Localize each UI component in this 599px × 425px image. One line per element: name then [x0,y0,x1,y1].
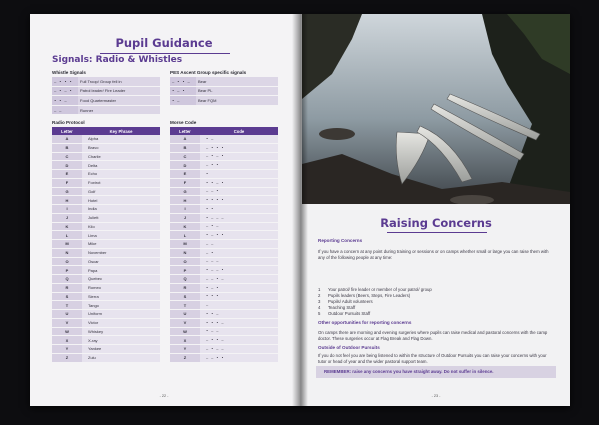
table-row [52,310,160,319]
table-row [52,283,160,292]
table-row [52,248,160,257]
letter-cell: T [52,301,82,310]
table-row [52,336,160,345]
table-row [170,178,278,187]
column-header: Letter [170,127,200,135]
morse-code-cell: — — • — [200,275,278,284]
morse-code-cell: — — • • [200,353,278,362]
key-phrase-cell: Kilo [82,222,160,231]
table-row [170,77,278,86]
signal-code: • — [170,96,196,106]
table-row [170,345,278,354]
letter-cell: C [52,152,82,161]
signal-code: • • — [52,96,78,106]
morse-code-cell: • — — — [200,213,278,222]
table-row [170,240,278,249]
letter-cell: G [170,187,200,196]
morse-code-cell: • — — [200,327,278,336]
signal-meaning: Bear FQM [196,96,278,106]
morse-code-cell: — • [200,248,278,257]
outside-pursuits-heading: Outside of Outdoor Pursuits [318,345,380,350]
key-phrase-cell: Zulu [82,353,160,362]
key-phrase-cell: Juliett [82,213,160,222]
morse-code-cell: • — — • [200,266,278,275]
letter-cell: U [52,310,82,319]
page-number: - 22 - [159,394,169,398]
key-phrase-cell: Oscar [82,257,160,266]
reporting-concerns-heading: Reporting Concerns [318,238,363,243]
morse-code-cell: • • • — [200,318,278,327]
letter-cell: A [170,135,200,143]
key-phrase-cell: Golf [82,187,160,196]
table-row [52,266,160,275]
table-row [52,345,160,354]
signal-meaning: Food Quartermaster [78,96,160,106]
page-number: - 23 - [431,394,441,398]
whistle-signals-table [52,77,160,115]
key-phrase-cell: Uniform [82,310,160,319]
signal-code: • — • [170,86,196,96]
letter-cell: D [52,161,82,170]
table-row [170,196,278,205]
table-row [52,275,160,284]
letter-cell: W [170,327,200,336]
key-phrase-cell: Tango [82,301,160,310]
table-row [52,327,160,336]
table-row [52,353,160,362]
signal-meaning: Patrol leader/ Fire Leader [78,86,160,96]
table-row [170,152,278,161]
letter-cell: X [170,336,200,345]
table-row [52,222,160,231]
table-row [52,77,160,86]
letter-cell: J [52,213,82,222]
morse-code-cell: — [200,301,278,310]
morse-code-cell: — • • — [200,336,278,345]
key-phrase-cell: Bravo [82,143,160,152]
letter-cell: C [170,152,200,161]
morse-code-cell: — • • [200,161,278,170]
letter-cell: U [170,310,200,319]
key-phrase-cell: Quebec [82,275,160,284]
booklet-spread [30,14,570,406]
key-phrase-cell: Victor [82,318,160,327]
morse-code-cell: — — [200,240,278,249]
key-phrase-cell: X-ray [82,336,160,345]
morse-code-cell: • — • • [200,231,278,240]
letter-cell: H [52,196,82,205]
whistle-signals-heading: Whistle Signals [52,70,86,75]
signal-code: — • — • [52,86,78,96]
table-row [170,275,278,284]
list-item: 2 Pupils leaders (Beers, Steps, Fire Leaders) [318,293,411,299]
table-row [170,283,278,292]
letter-cell: E [52,170,82,179]
column-header: Key Phrase [82,127,160,135]
outside-pursuits-text: If you do not feel you are being listened to within the structure of Outdoor Pursuits you can raise your concerns with your tutor or head of year and the wider pastoral support team. [318,353,547,365]
letter-cell: L [170,231,200,240]
table-row [170,135,278,143]
table-row [170,222,278,231]
letter-cell: S [52,292,82,301]
letter-cell: I [52,205,82,214]
table-row [170,170,278,179]
letter-cell: M [52,240,82,249]
page-title: Raising Concerns [380,216,492,230]
ascent-signals-heading: PES Ascent Group specific signals [170,70,247,75]
letter-cell: O [52,257,82,266]
letter-cell: R [52,283,82,292]
table-row [52,96,160,106]
right-page [302,14,570,406]
letter-cell: R [170,283,200,292]
morse-code-cell: • • [200,205,278,214]
letter-cell: Z [52,353,82,362]
letter-cell: J [170,213,200,222]
table-row [52,257,160,266]
letter-cell: D [170,161,200,170]
table-row [170,336,278,345]
table-row [52,86,160,96]
remember-callout: REMEMBER: raise any concerns you have straight away. Do not suffer in silence. [316,366,556,378]
table-row [52,135,160,143]
table-row [170,310,278,319]
morse-code-cell: — • • • [200,143,278,152]
list-item: 5 Outdoor Pursuits Staff [318,311,371,317]
table-row [170,143,278,152]
table-row [170,266,278,275]
key-phrase-cell: November [82,248,160,257]
key-phrase-cell: Charlie [82,152,160,161]
key-phrase-cell: Echo [82,170,160,179]
signal-code: — • • • [52,77,78,86]
column-header: Code [200,127,278,135]
table-row [52,178,160,187]
letter-cell: Z [170,353,200,362]
table-row [170,248,278,257]
table-row [170,318,278,327]
other-opportunities-text: On camps there are morning and evening surgeries where pupils can raise medical and pastoral concerns with the camp doctor. These surgeries occur at Flag Break and Flag Down. [318,330,548,342]
letter-cell: W [52,327,82,336]
key-phrase-cell: Romeo [82,283,160,292]
book-gutter [292,14,308,406]
morse-code-cell: • • • [200,292,278,301]
signal-meaning: Bear [196,77,278,86]
key-phrase-cell: Hotel [82,196,160,205]
letter-cell: K [52,222,82,231]
signal-code: — • • — [170,77,196,86]
table-row [170,213,278,222]
title-divider [100,53,230,54]
table-row [52,161,160,170]
morse-code-cell: • — [200,135,278,143]
letter-cell: F [170,178,200,187]
letter-cell: M [170,240,200,249]
key-phrase-cell: Whiskey [82,327,160,336]
title-divider [387,232,487,233]
table-row [52,292,160,301]
radio-protocol-heading: Radio Protocol [52,120,85,125]
letter-cell: N [170,248,200,257]
letter-cell: P [170,266,200,275]
morse-code-table [170,127,278,363]
table-row [170,353,278,362]
letter-cell: P [52,266,82,275]
table-row [52,170,160,179]
letter-cell: Y [52,345,82,354]
letter-cell: S [170,292,200,301]
key-phrase-cell: India [82,205,160,214]
table-row [170,292,278,301]
table-row [52,318,160,327]
morse-code-cell: — • — [200,222,278,231]
morse-code-cell: • — • [200,283,278,292]
letter-cell: I [170,205,200,214]
key-phrase-cell: Sierra [82,292,160,301]
canoes-on-lake-photo [302,14,570,204]
letter-cell: Q [52,275,82,284]
signal-meaning: Full Troop/ Group fell in [78,77,160,86]
list-item: 1 Your patrol/ fire leader or member of your patrol/ group [318,287,432,292]
table-row [170,161,278,170]
letter-cell: K [170,222,200,231]
contacts-list [318,287,432,317]
table-row [52,152,160,161]
morse-code-cell: • • — [200,310,278,319]
key-phrase-cell: Delta [82,161,160,170]
morse-code-cell: — • — • [200,152,278,161]
left-page [30,14,298,406]
morse-code-cell: • • — • [200,178,278,187]
letter-cell: Y [170,345,200,354]
morse-code-cell: • [200,170,278,179]
table-row [52,205,160,214]
letter-cell: V [52,318,82,327]
letter-cell: B [52,143,82,152]
table-row [52,143,160,152]
letter-cell: N [52,248,82,257]
letter-cell: Q [170,275,200,284]
table-row [52,213,160,222]
key-phrase-cell: Papa [82,266,160,275]
key-phrase-cell: Yankee [82,345,160,354]
morse-code-cell: — • — — [200,345,278,354]
letter-cell: L [52,231,82,240]
letter-cell: H [170,196,200,205]
table-row [52,231,160,240]
table-row [170,205,278,214]
letter-cell: T [170,301,200,310]
table-row [52,240,160,249]
radio-protocol-table [52,127,160,363]
section-heading: Signals: Radio & Whistles [52,55,183,65]
letter-cell: E [170,170,200,179]
table-row [170,86,278,96]
other-opportunities-heading: Other opportunities for reporting concerns [318,320,412,325]
list-item: 4 Teaching Staff [318,305,356,311]
morse-code-cell: — — — [200,257,278,266]
letter-cell: A [52,135,82,143]
table-row [170,257,278,266]
signal-code: — — [52,105,78,115]
key-phrase-cell: Lima [82,231,160,240]
letter-cell: V [170,318,200,327]
table-row [170,231,278,240]
table-row [52,196,160,205]
letter-cell: B [170,143,200,152]
key-phrase-cell: Alpha [82,135,160,143]
key-phrase-cell: Mike [82,240,160,249]
letter-cell: G [52,187,82,196]
table-row [170,327,278,336]
key-phrase-cell: Foxtrot [82,178,160,187]
morse-code-cell: • • • • [200,196,278,205]
table-row [170,96,278,106]
signal-meaning: Bear PL [196,86,278,96]
letter-cell: X [52,336,82,345]
table-row [170,301,278,310]
table-row [52,301,160,310]
morse-code-heading: Morse Code [170,120,197,125]
ascent-signals-table [170,77,278,106]
list-item: 3 Pupils/ Adult volunteers [318,299,373,305]
letter-cell: F [52,178,82,187]
reporting-intro-text: If you have a concern at any point during training or sessions or on camps whether small or large you can raise them with any of the following people at any time: [318,249,549,261]
morse-code-cell: — — • [200,187,278,196]
table-row [52,187,160,196]
table-row [170,187,278,196]
table-row [52,105,160,115]
letter-cell: O [170,257,200,266]
page-title: Pupil Guidance [115,36,213,50]
signal-meaning: Runner [78,105,160,115]
column-header: Letter [52,127,82,135]
